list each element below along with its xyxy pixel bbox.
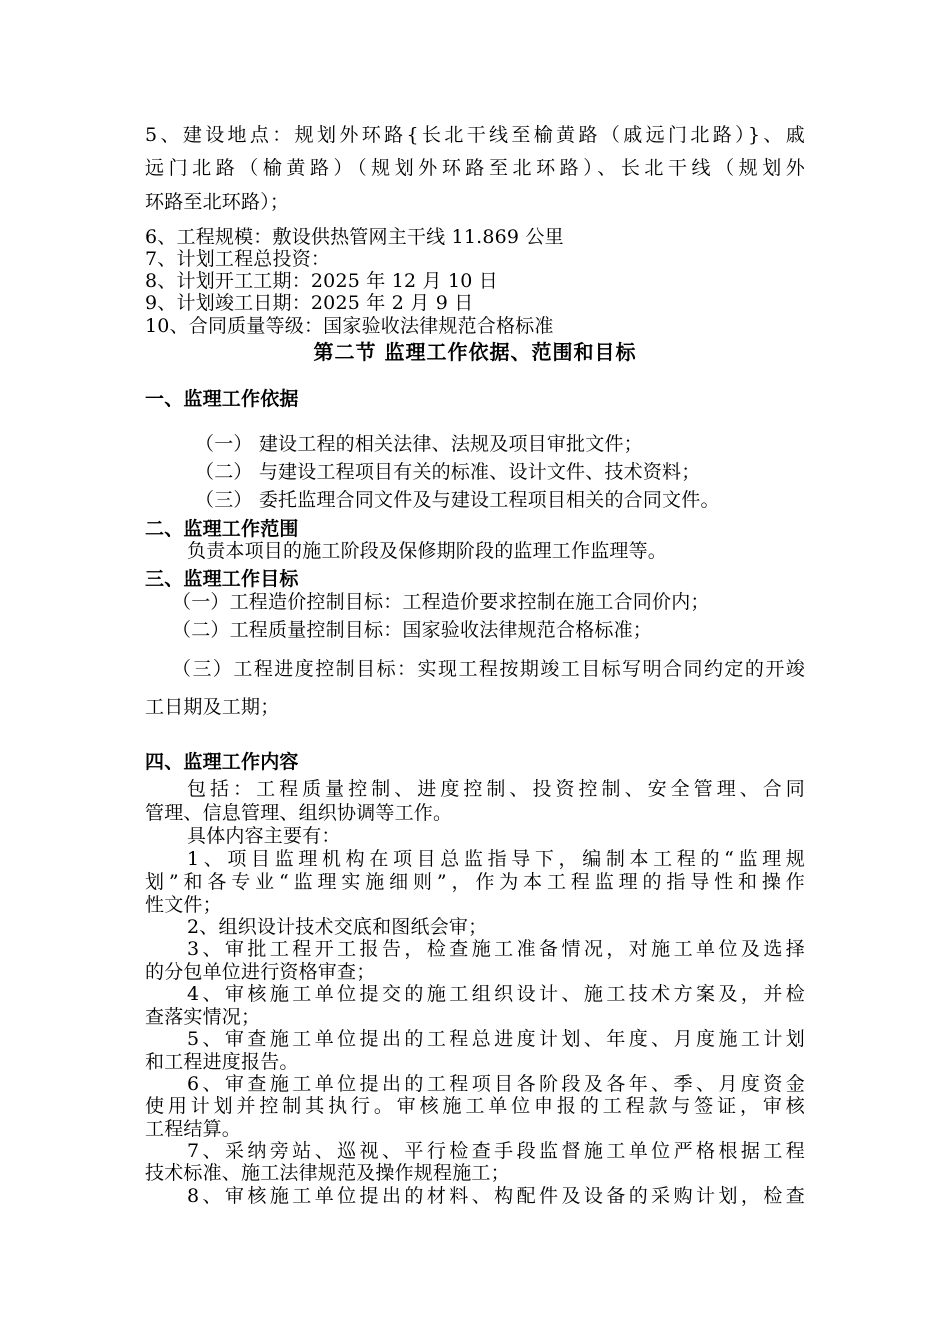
content-line: 技术标准、施工法律规范及操作规程施工； bbox=[145, 1162, 510, 1184]
goal-item-3-line-1: （三）工程进度控制目标：实现工程按期竣工目标写明合同约定的开竣 bbox=[172, 658, 805, 680]
section-title: 第二节 监理工作依据、范围和目标 bbox=[313, 340, 637, 364]
quality-line: 10、合同质量等级：国家验收法律规范合格标准 bbox=[145, 315, 554, 337]
content-line: 4、审核施工单位提交的施工组织设计、施工技术方案及，并检 bbox=[187, 983, 805, 1005]
content-line: 3、审批工程开工报告，检查施工准备情况，对施工单位及选择 bbox=[187, 938, 805, 960]
location-line-1: 5、建设地点：规划外环路{长北干线至榆黄路（戚远门北路）}、戚 bbox=[145, 124, 805, 146]
investment-line: 7、计划工程总投资： bbox=[145, 248, 331, 270]
content-line: 和工程进度报告。 bbox=[145, 1051, 299, 1073]
goal-item-1: （一）工程造价控制目标：工程造价要求控制在施工合同价内； bbox=[172, 591, 710, 613]
scope-text: 负责本项目的施工阶段及保修期阶段的监理工作监理等。 bbox=[187, 540, 668, 562]
goal-item-2: （二）工程质量控制目标：国家验收法律规范合格标准； bbox=[172, 619, 653, 641]
content-line: 7、采纳旁站、巡视、平行检查手段监督施工单位严格根据工程 bbox=[187, 1140, 805, 1162]
goal-item-3-line-2: 工日期及工期； bbox=[145, 696, 280, 718]
content-line: 查落实情况； bbox=[145, 1006, 261, 1028]
location-line-2: 远门北路（榆黄路）（规划外环路至北环路）、长北干线（规划外 bbox=[145, 157, 805, 179]
content-line: 1、项目监理机构在项目总监指导下，编制本工程的“监理规 bbox=[187, 848, 805, 870]
scope-heading: 二、监理工作范围 bbox=[145, 518, 299, 540]
content-line: 2、组织设计技术交底和图纸会审； bbox=[187, 916, 488, 938]
basis-heading: 一、监理工作依据 bbox=[145, 388, 299, 410]
content-line: 划”和各专业“监理实施细则”，作为本工程监理的指导性和操作 bbox=[145, 871, 805, 893]
start-date-line: 8、计划开工工期：2025 年 12 月 10 日 bbox=[145, 270, 498, 292]
basis-item-1: （一） 建设工程的相关法律、法规及项目审批文件； bbox=[195, 433, 643, 455]
content-line: 具体内容主要有： bbox=[187, 825, 341, 847]
content-line: 6、审查施工单位提出的工程项目各阶段及各年、季、月度资金 bbox=[187, 1073, 805, 1095]
goals-heading: 三、监理工作目标 bbox=[145, 568, 299, 590]
content-line: 包括：工程质量控制、进度控制、投资控制、安全管理、合同 bbox=[187, 778, 805, 800]
end-date-line: 9、计划竣工日期：2025 年 2 月 9 日 bbox=[145, 292, 474, 314]
content-line: 管理、信息管理、组织协调等工作。 bbox=[145, 802, 453, 824]
content-line: 工程结算。 bbox=[145, 1118, 242, 1140]
content-line: 使用计划并控制其执行。审核施工单位申报的工程款与签证，审核 bbox=[145, 1095, 805, 1117]
content-line: 性文件； bbox=[145, 894, 222, 916]
content-line: 5、审查施工单位提出的工程总进度计划、年度、月度施工计划 bbox=[187, 1028, 805, 1050]
location-line-3: 环路至北环路）； bbox=[145, 191, 290, 213]
basis-item-2: （二） 与建设工程项目有关的标准、设计文件、技术资料； bbox=[195, 461, 701, 483]
content-line: 8、审核施工单位提出的材料、构配件及设备的采购计划，检查 bbox=[187, 1185, 805, 1207]
content-heading: 四、监理工作内容 bbox=[145, 751, 299, 773]
basis-item-3: （三） 委托监理合同文件及与建设工程项目相关的合同文件。 bbox=[195, 489, 720, 511]
scale-line: 6、工程规模：敷设供热管网主干线 11.869 公里 bbox=[145, 226, 564, 248]
content-line: 的分包单位进行资格审查； bbox=[145, 961, 376, 983]
